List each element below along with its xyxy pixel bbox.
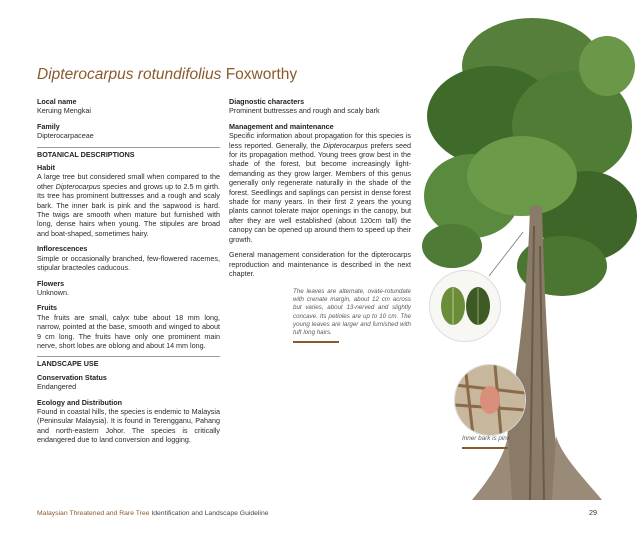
page-footer <box>37 510 269 517</box>
flowers-heading: Flowers <box>37 278 65 288</box>
management-text: Specific information about propagation for this species is less reported. Generally, the Dipterocarpus prefers seed for its propagation method. Young trees grow best in the shade of the forest, but become increasingly light-demanding as they grow larger. Members of this genus generally only regenerate naturally in the shade of the forest. Seedlings and saplings can persist in dense forest shade for many years. In their first 2 years the young plants cannot tolerate major openings in the canopy, but after they are well established (about 120cm tall) the canopy can be opened up around them to speed up their growth. <box>229 131 411 244</box>
habit-heading: Habit <box>37 163 55 173</box>
landscape-heading: LANDSCAPE USE <box>37 356 220 368</box>
footer-subtitle: Identification and Landscape Guideline <box>149 510 269 517</box>
fruits-text: The fruits are small, calyx tube about 18 mm long, narrow, pointed at the base, smooth and winged to about 9 cm long. The fruits have only one prominent main nerve, short lobes are oblong and about 14 mm long. <box>37 312 220 350</box>
diagnostic-text: Prominent buttresses and rough and scaly bark <box>229 106 380 116</box>
caption-divider <box>293 341 339 343</box>
management-note: General management consideration for the dipterocarps reproduction and maintenance is described in the next chapter. <box>229 250 411 278</box>
footer-brand: Malaysian Threatened and Rare Tree <box>37 510 150 517</box>
conservation-heading: Conservation Status <box>37 372 107 382</box>
leaf-caption: The leaves are alternate, ovate-rotundate with crenate margin, about 12 cm across but varies, about 13-nerved and slightly concave. Its petioles are up to 10 cm. The young leaves are larger and furnished with tuft long hairs. <box>293 288 411 337</box>
conservation-value: Endangered <box>37 382 77 392</box>
leaf-detail-image <box>429 270 501 342</box>
page-number: 29 <box>589 508 597 517</box>
leaf-callout-line <box>485 230 525 280</box>
flowers-text: Unknown. <box>37 287 69 297</box>
family-value: Dipterocarpaceae <box>37 131 94 141</box>
bark-detail-image <box>454 364 526 436</box>
management-heading: Management and maintenance <box>229 121 334 131</box>
family-heading: Family <box>37 121 60 131</box>
bark-caption-divider <box>462 447 508 449</box>
inflorescences-heading: Inflorescences <box>37 244 88 254</box>
ecology-text: Found in coastal hills, the species is endemic to Malaysia (Peninsular Malaysia). It is found in Terengganu, Pahang and north-eastern Johor. The species is critically endangered due to land conversion and logging. <box>37 406 220 445</box>
middle-column <box>229 97 411 278</box>
diagnostic-heading: Diagnostic characters <box>229 97 305 106</box>
bark-caption: Inner bark is pink <box>462 435 510 442</box>
tree-illustration <box>412 6 638 500</box>
species-author: Foxworthy <box>225 66 298 83</box>
species-name: Dipterocarpus rotundifolius <box>37 66 222 83</box>
fruits-heading: Fruits <box>37 303 57 313</box>
ecology-heading: Ecology and Distribution <box>37 397 123 407</box>
local-name-value: Keruing Mengkai <box>37 106 91 116</box>
habit-text: A large tree but considered small when compared to the other Dipterocarpus species and grows up to 2.5 m girth. Its tree has prominent buttresses and a rough and scaly bark. The inner bark is pink and the sapwood is hard. The twigs are smooth when mature but furnished with long, dense hairs when young. The stipules are broad and boat-shaped, sometimes hairy. <box>37 172 220 238</box>
inflorescences-text: Simple or occasionally branched, few-flowered racemes, stipular bracteoles caducous. <box>37 253 220 273</box>
local-name-heading: Local name <box>37 97 77 106</box>
left-column <box>37 97 220 451</box>
botanical-heading: BOTANICAL DESCRIPTIONS <box>37 147 220 159</box>
page-title <box>37 66 297 84</box>
